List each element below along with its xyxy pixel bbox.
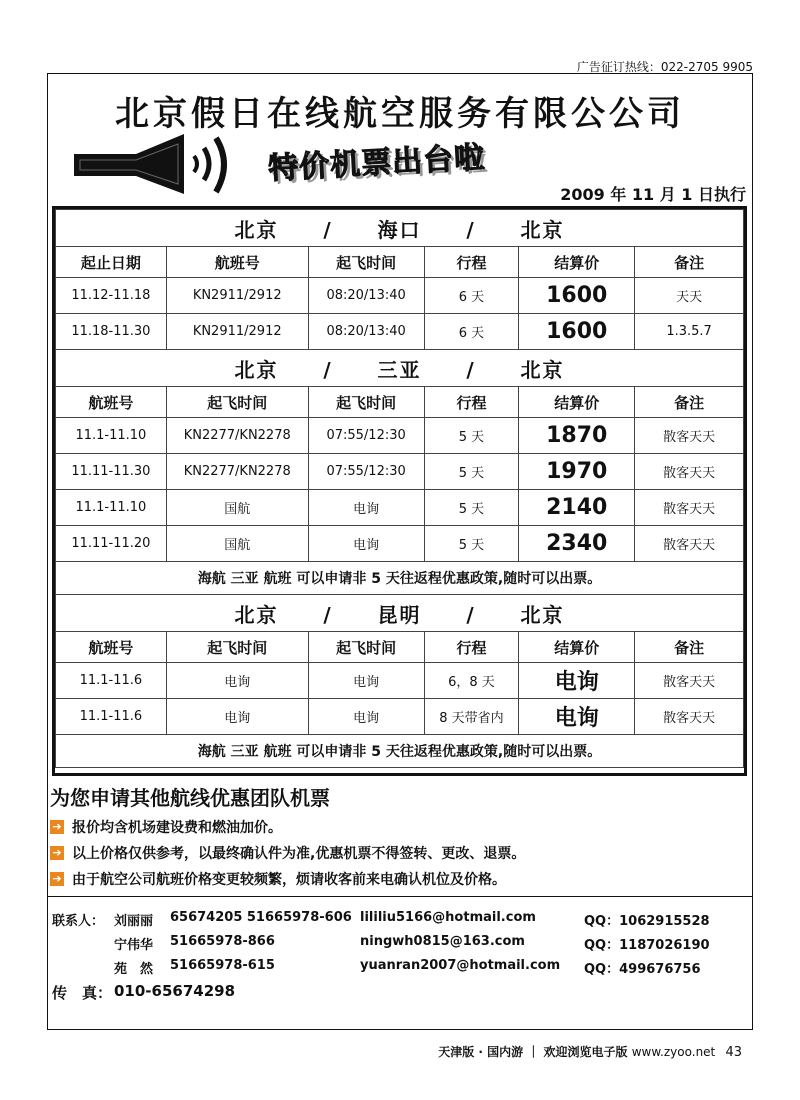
- route-row-kunming: 北京 / 昆明 / 北京: [56, 595, 744, 632]
- ad-frame: [47, 73, 753, 1030]
- company-title: 北京假日在线航空服务有限公公司: [115, 94, 685, 134]
- execution-date: 2009 年 11 月 1 日执行: [560, 185, 746, 204]
- page-number: 43: [725, 1045, 742, 1060]
- policy-note-sanya: 海航 三亚 航班 可以申请非 5 天往返程优惠政策,随时可以出票。: [56, 562, 744, 595]
- fare-table: [55, 209, 744, 768]
- divider: [48, 896, 752, 897]
- page-footer: 天津版 · 国内游 ｜ 欢迎浏览电子版 www.zyoo.net 43: [438, 1045, 742, 1060]
- notice-list: [50, 814, 750, 892]
- email-link[interactable]: ningwh0815@163.com: [360, 934, 525, 949]
- contact-row: 苑 然 51665978-615 yuanran2007@hotmail.com QQ：499676756: [114, 958, 701, 977]
- arrow-right-icon: ➔: [50, 846, 64, 860]
- list-item: ➔ 报价均含机场建设费和燃油加价。: [50, 814, 750, 840]
- contact-row: 联系人： 刘丽丽 65674205 51665978-606 lililiu5166@hotmail.com QQ：1062915528: [52, 910, 710, 929]
- fax-row: 传 真： 010-65674298: [52, 982, 236, 1002]
- group-ticket-title: 为您申请其他航线优惠团队机票: [50, 786, 330, 810]
- contacts-block: [52, 906, 750, 1002]
- table-row: 11.11-11.20 国航 电询 5 天 2340 散客天天: [56, 526, 744, 562]
- table-row: 11.11-11.30 KN2277/KN2278 07:55/12:30 5 天 1970 散客天天: [56, 454, 744, 490]
- table-row: 11.18-11.30 KN2911/2912 08:20/13:40 6 天 1600 1.3.5.7: [56, 314, 744, 350]
- email-link[interactable]: yuanran2007@hotmail.com: [360, 958, 561, 973]
- site-link[interactable]: www.zyoo.net: [631, 1045, 716, 1059]
- route-row-sanya: 北京 / 三亚 / 北京: [56, 350, 744, 387]
- ad-hotline: 广告征订热线：022-2705 9905: [576, 60, 753, 74]
- table-row: 11.12-11.18 KN2911/2912 08:20/13:40 6 天 1600 天天: [56, 278, 744, 314]
- slogan-heading: 特价机票出台啦: [267, 140, 486, 187]
- table-header: 起止日期 航班号 起飞时间 行程 结算价 备注: [56, 247, 744, 278]
- list-item: ➔ 由于航空公司航班价格变更较频繁，烦请收客前来电确认机位及价格。: [50, 866, 750, 892]
- policy-note-kunming: 海航 三亚 航班 可以申请非 5 天往返程优惠政策,随时可以出票。: [56, 735, 744, 768]
- fare-table-box: [52, 206, 747, 776]
- arrow-right-icon: ➔: [50, 872, 64, 886]
- table-row: 11.1-11.6 电询 电询 8 天带省内 电询 散客天天: [56, 699, 744, 735]
- route-row-haikou: 北京 / 海口 / 北京: [56, 210, 744, 247]
- contact-row: 宁伟华 51665978-866 ningwh0815@163.com QQ：1187026190: [114, 934, 710, 953]
- table-row: 11.1-11.10 国航 电询 5 天 2140 散客天天: [56, 490, 744, 526]
- arrow-right-icon: ➔: [50, 820, 64, 834]
- table-row: 11.1-11.6 电询 电询 6，8 天 电询 散客天天: [56, 663, 744, 699]
- table-header: 航班号 起飞时间 起飞时间 行程 结算价 备注: [56, 632, 744, 663]
- table-header: 航班号 起飞时间 起飞时间 行程 结算价 备注: [56, 387, 744, 418]
- email-link[interactable]: lililiu5166@hotmail.com: [360, 910, 536, 925]
- list-item: ➔ 以上价格仅供参考，以最终确认件为准,优惠机票不得签转、更改、退票。: [50, 840, 750, 866]
- table-row: 11.1-11.10 KN2277/KN2278 07:55/12:30 5 天 1870 散客天天: [56, 418, 744, 454]
